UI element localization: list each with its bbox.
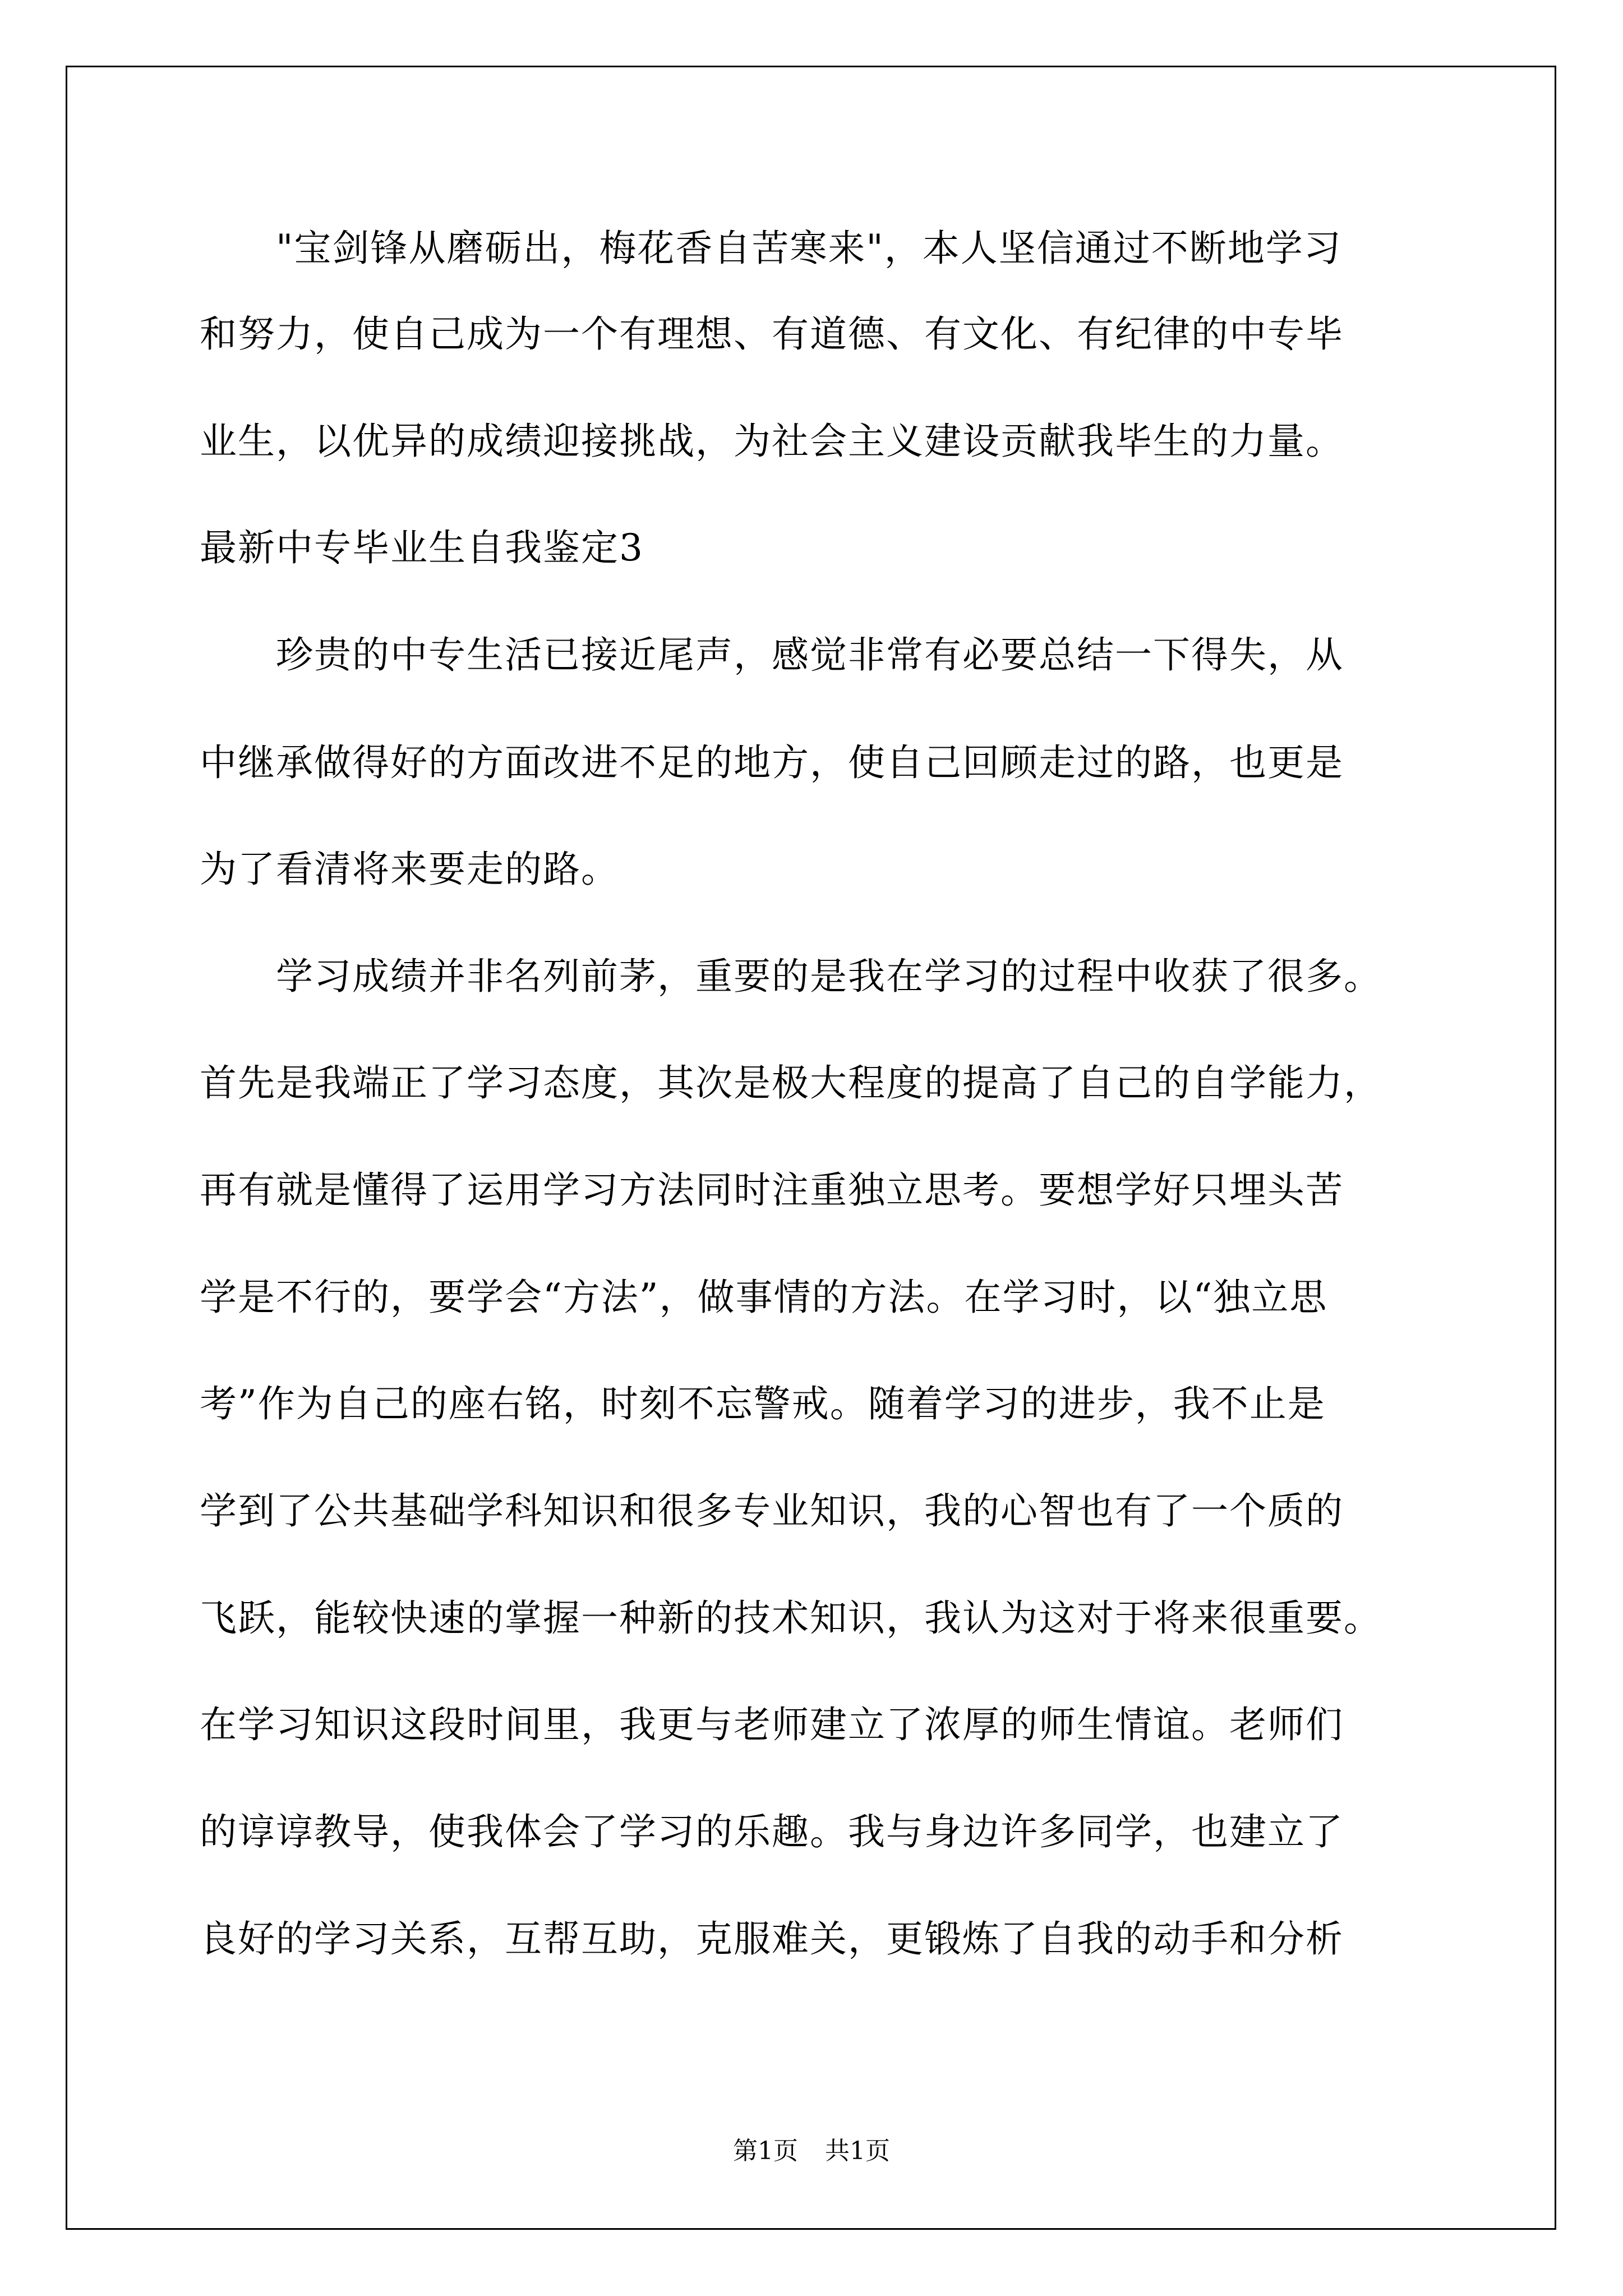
text-line-7: 为了看清将来要走的路。 — [200, 848, 619, 891]
text-line-13: 学到了公共基础学科知识和很多专业知识，我的心智也有了一个质的 — [200, 1489, 1344, 1533]
text-line-5: 珍贵的中专生活已接近尾声，感觉非常有必要总结一下得失，从 — [200, 633, 1344, 677]
section-heading: 最新中专毕业生自我鉴定3 — [200, 526, 644, 569]
text-line-6: 中继承做得好的方面改进不足的地方，使自己回顾走过的路，也更是 — [200, 741, 1344, 784]
text-line-9: 首先是我端正了学习态度，其次是极大程度的提高了自己的自学能力， — [200, 1061, 1382, 1105]
text-line-11: 学是不行的，要学会“方法”，做事情的方法。在学习时，以“独立思 — [200, 1276, 1328, 1319]
page-total: 共1页 — [825, 2137, 890, 2165]
text-line-1: "宝剑锋从磨砺出，梅花香自苦寒来"，本人坚信通过不断地学习 — [200, 227, 1342, 270]
text-line-16: 的谆谆教导，使我体会了学习的乐趣。我与身边许多同学，也建立了 — [200, 1810, 1344, 1853]
text-line-8: 学习成绩并非名列前茅，重要的是我在学习的过程中收获了很多。 — [200, 955, 1382, 998]
page-border — [66, 66, 1556, 2230]
text-line-14: 飞跃，能较快速的掌握一种新的技术知识，我认为这对于将来很重要。 — [200, 1596, 1382, 1640]
text-line-12: 考”作为自己的座右铭，时刻不忘警戒。随着学习的进步，我不止是 — [200, 1382, 1326, 1425]
text-line-10: 再有就是懂得了运用学习方法同时注重独立思考。要想学好只埋头苦 — [200, 1168, 1344, 1212]
text-line-17: 良好的学习关系，互帮互助，克服难关，更锻炼了自我的动手和分析 — [200, 1917, 1344, 1961]
text-line-2: 和努力，使自己成为一个有理想、有道德、有文化、有纪律的中专毕 — [200, 312, 1344, 356]
text-line-3: 业生，以优异的成绩迎接挑战，为社会主义建设贡献我毕生的力量。 — [200, 420, 1344, 463]
text-line-15: 在学习知识这段时间里，我更与老师建立了浓厚的师生情谊。老师们 — [200, 1703, 1344, 1746]
page-footer — [0, 2139, 1623, 2164]
page-number: 第1页 — [733, 2137, 798, 2165]
